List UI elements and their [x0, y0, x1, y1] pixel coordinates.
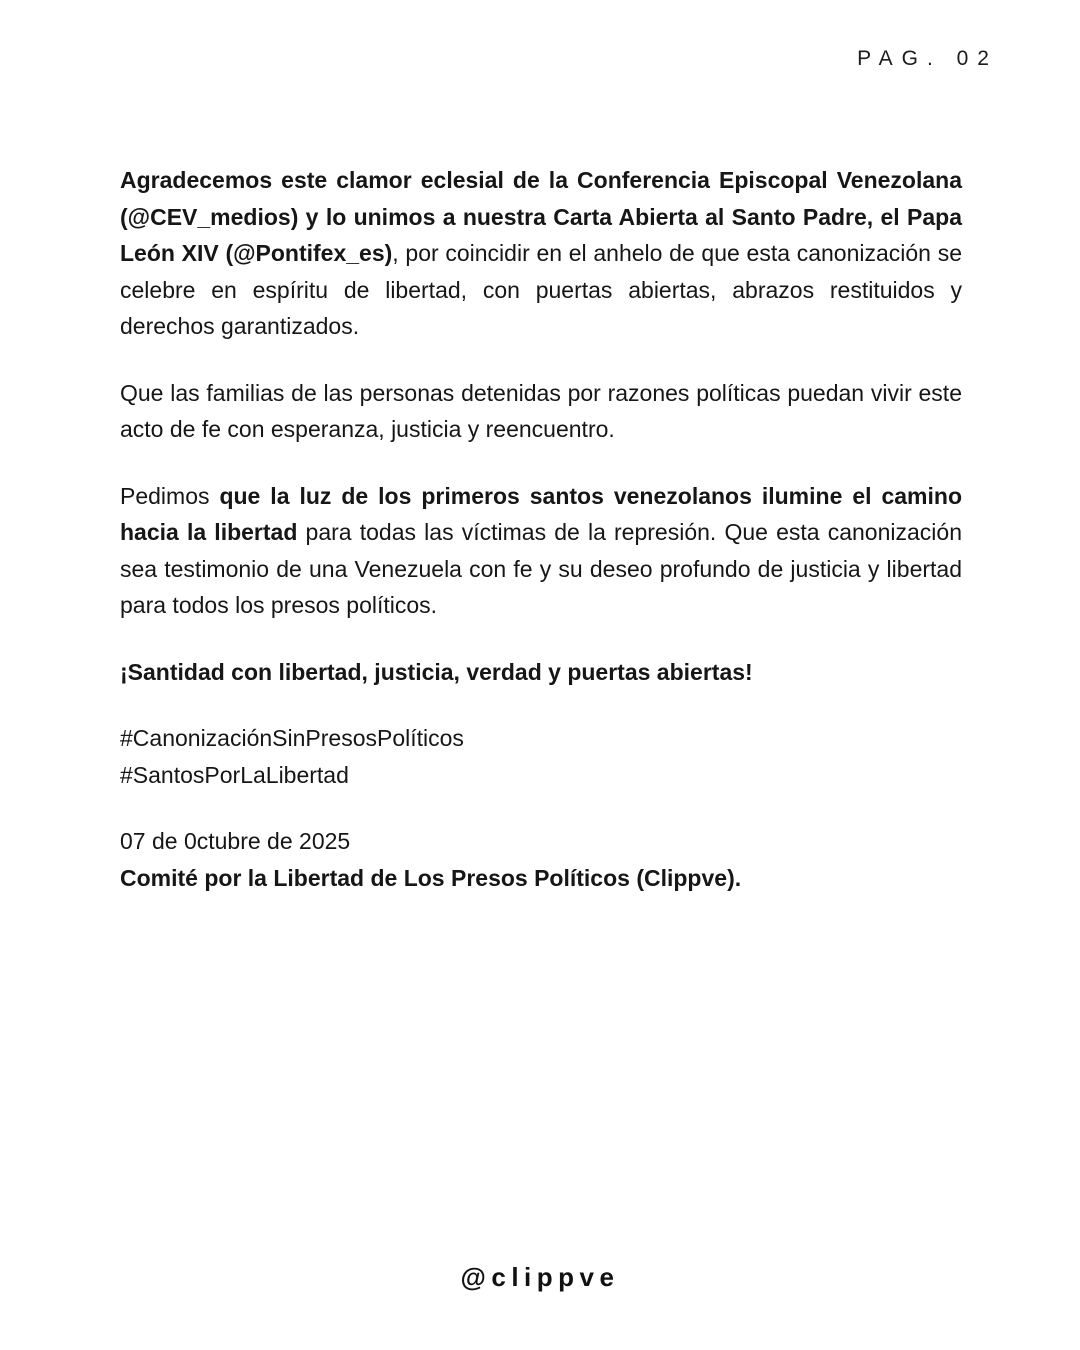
paragraph-gratitude-regular-run: , por coincidir en el anhelo de que esta canonización se celebre en espíritu de libertad, con puertas abiertas, abrazos restituidos y derechos garantizados. [120, 240, 962, 339]
hashtag-canonizacion-sin-presos: #CanonizaciónSinPresosPolíticos [120, 725, 464, 751]
signature-line: Comité por la Libertad de Los Presos Políticos (Clippve). [120, 864, 742, 891]
paragraph-families: Que las familias de las personas detenidas por razones políticas puedan vivir este acto de fe con esperanza, justicia y reencuentro. [120, 379, 962, 442]
slogan-line: ¡Santidad con libertad, justicia, verdad y puertas abiertas! [120, 658, 753, 685]
page-number-label: PAG. 02 [857, 47, 998, 70]
date-line: 07 de 0ctubre de 2025 [120, 828, 351, 854]
paragraph-gratitude-bold-run: Agradecemos este clamor eclesial de la Conferencia Episcopal Venezolana (@CEV_medios) y lo unimos a nuestra Carta Abierta al Santo Padre, el Papa León XIV (@Pontifex_es) [120, 167, 962, 266]
paragraph-petition [120, 478, 962, 624]
hashtags-block [120, 720, 962, 793]
closing-block [120, 823, 962, 896]
hashtag-santos-por-la-libertad: #SantosPorLaLibertad [120, 761, 349, 788]
letter-body [120, 162, 962, 926]
paragraph-gratitude [120, 162, 962, 345]
paragraph-petition-bold-run: que la luz de los primeros santos venezolanos ilumine el camino hacia la libertad [120, 482, 962, 545]
paragraph-petition-rest-run: para todas las víctimas de la represión. Que esta canonización sea testimonio de una Venezuela con fe y su deseo profundo de justicia y libertad para todos los presos políticos. [120, 519, 962, 618]
footer-instagram-handle: @clippve [460, 1262, 620, 1292]
paragraph-petition-lead-run: Pedimos [120, 482, 220, 509]
